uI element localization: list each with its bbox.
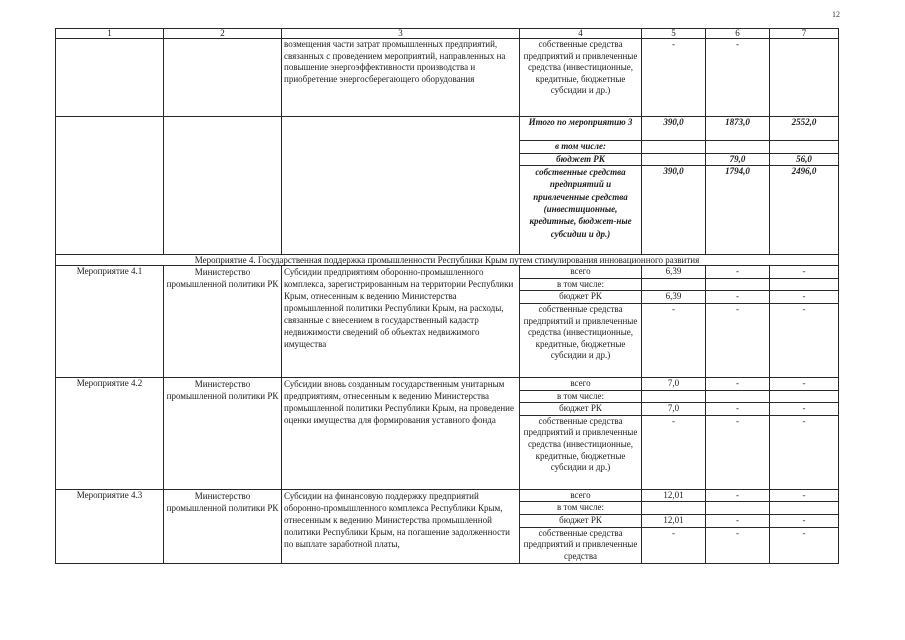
value-2017 xyxy=(706,278,770,291)
value-2017: - xyxy=(706,303,770,377)
measure-description: Субсидии предприятиям оборонно-промышленного комплекса, зарегистрированным на территории Республики Крым, отнесенным к ведению Министерства промышленной политики Республики Крым, на расходы, связанные с внесением в государственный кадастр недвижимости сведений об объектах недвижимого имущества xyxy=(282,266,520,378)
value-2018: - xyxy=(770,403,839,416)
value-2016: 7,0 xyxy=(642,377,706,390)
measure-name: Мероприятие 4.3 xyxy=(56,489,164,563)
section-title: Мероприятие 4. Государственная поддержка промышленности Республики Крым путем стимулирования инновационного развития xyxy=(56,255,839,266)
value-2018: - xyxy=(770,303,839,377)
column-number-row xyxy=(56,29,839,39)
col-header-2: 2 xyxy=(164,29,282,39)
value-2017: - xyxy=(706,415,770,489)
own-funds-2016: 390,0 xyxy=(642,166,706,255)
budget-2016 xyxy=(642,153,706,166)
col-header-4: 4 xyxy=(520,29,642,39)
page-number: 12 xyxy=(832,10,840,19)
total-label: Итого по мероприятию 3 xyxy=(520,117,642,141)
budget-2017: 79,0 xyxy=(706,153,770,166)
value-2016 xyxy=(642,502,706,515)
col-header-5: 5 xyxy=(642,29,706,39)
row-label: всего xyxy=(520,489,642,502)
measure-executor: Министерство промышленной политики РК xyxy=(164,266,282,378)
row-label: собственные средства предприятий и привлеченные средства (инвестиционные, кредитные, бюджетные субсидии и др.) xyxy=(520,415,642,489)
value-2016: - xyxy=(642,39,706,117)
value-2017: - xyxy=(706,489,770,502)
measure-description: Субсидии вновь созданным государственным унитарным предприятиям, отнесенным к ведению Министерства промышленной политики Республики Крым, на проведение оценки имущества для формирования уставного фонда xyxy=(282,377,520,489)
measure-description: возмещения части затрат промышленных предприятий, связанных с проведением мероприятий, направленных на повышение энергоэффективности производства и приобретение энергосберегающего оборудования xyxy=(282,39,520,117)
measure-row xyxy=(56,377,839,390)
value-2016: - xyxy=(642,527,706,563)
value-2018 xyxy=(770,390,839,403)
value-2016: 12,01 xyxy=(642,514,706,527)
row-label: бюджет РК xyxy=(520,514,642,527)
measure-name: Мероприятие 4.2 xyxy=(56,377,164,489)
measure-name: Мероприятие 4.1 xyxy=(56,266,164,378)
value-2017 xyxy=(706,390,770,403)
value-2018: - xyxy=(770,266,839,279)
row-label: собственные средства предприятий и привлеченные средства xyxy=(520,527,642,563)
row-label: в том числе: xyxy=(520,390,642,403)
value-2016 xyxy=(642,390,706,403)
value-2016: 6,39 xyxy=(642,266,706,279)
own-funds-label: собственные средства предприятий и привлеченные средства (инвестиционные, кредитные, бюджет-ные субсидии и др.) xyxy=(520,166,642,255)
col-header-6: 6 xyxy=(706,29,770,39)
row-label: бюджет РК xyxy=(520,403,642,416)
col-header-1: 1 xyxy=(56,29,164,39)
value-2018: - xyxy=(770,527,839,563)
program-table xyxy=(55,28,839,564)
total-2016: 390,0 xyxy=(642,117,706,141)
value-2018 xyxy=(770,39,839,117)
value-2017: - xyxy=(706,403,770,416)
value-2016: - xyxy=(642,303,706,377)
budget-label: бюджет РК xyxy=(520,153,642,166)
value-2017: - xyxy=(706,291,770,304)
row-label: в том числе: xyxy=(520,502,642,515)
total-2018: 2552,0 xyxy=(770,117,839,141)
including-label: в том числе: xyxy=(520,141,642,154)
row-label: всего xyxy=(520,266,642,279)
row-label: бюджет РК xyxy=(520,291,642,304)
value-2017 xyxy=(706,502,770,515)
measure-executor: Министерство промышленной политики РК xyxy=(164,377,282,489)
budget-2018: 56,0 xyxy=(770,153,839,166)
value-2018: - xyxy=(770,377,839,390)
value-2018: - xyxy=(770,489,839,502)
value-2016: 12,01 xyxy=(642,489,706,502)
col-header-7: 7 xyxy=(770,29,839,39)
measure-row xyxy=(56,266,839,279)
value-2018: - xyxy=(770,291,839,304)
measure-row xyxy=(56,489,839,502)
value-2016: 7,0 xyxy=(642,403,706,416)
total-2017: 1873,0 xyxy=(706,117,770,141)
row-label: собственные средства предприятий и привлеченные средства (инвестиционные, кредитные, бюджетные субсидии и др.) xyxy=(520,303,642,377)
value-2018 xyxy=(770,502,839,515)
value-2017: - xyxy=(706,266,770,279)
value-2017: - xyxy=(706,527,770,563)
value-2017: - xyxy=(706,39,770,117)
value-2016: - xyxy=(642,415,706,489)
col-header-3: 3 xyxy=(282,29,520,39)
value-2017: - xyxy=(706,377,770,390)
measure-3-continued-row xyxy=(56,39,839,117)
measure-executor: Министерство промышленной политики РК xyxy=(164,489,282,563)
value-2018: - xyxy=(770,415,839,489)
total-row xyxy=(56,117,839,141)
row-label: в том числе: xyxy=(520,278,642,291)
own-funds-2017: 1794,0 xyxy=(706,166,770,255)
measure-description: Субсидии на финансовую поддержку предприятий оборонно-промышленного комплекса Республики Крым, отнесенным к ведению Министерства промышленной политики Республики Крым, на погашение задолженности по выплате заработной платы, xyxy=(282,489,520,563)
funding-source: собственные средства предприятий и привлеченные средства (инвестиционные, кредитные, бюджетные субсидии и др.) xyxy=(520,39,642,117)
section-title-row xyxy=(56,255,839,266)
value-2018: - xyxy=(770,514,839,527)
value-2017: - xyxy=(706,514,770,527)
value-2018 xyxy=(770,278,839,291)
row-label: всего xyxy=(520,377,642,390)
own-funds-2018: 2496,0 xyxy=(770,166,839,255)
value-2016 xyxy=(642,278,706,291)
value-2016: 6,39 xyxy=(642,291,706,304)
